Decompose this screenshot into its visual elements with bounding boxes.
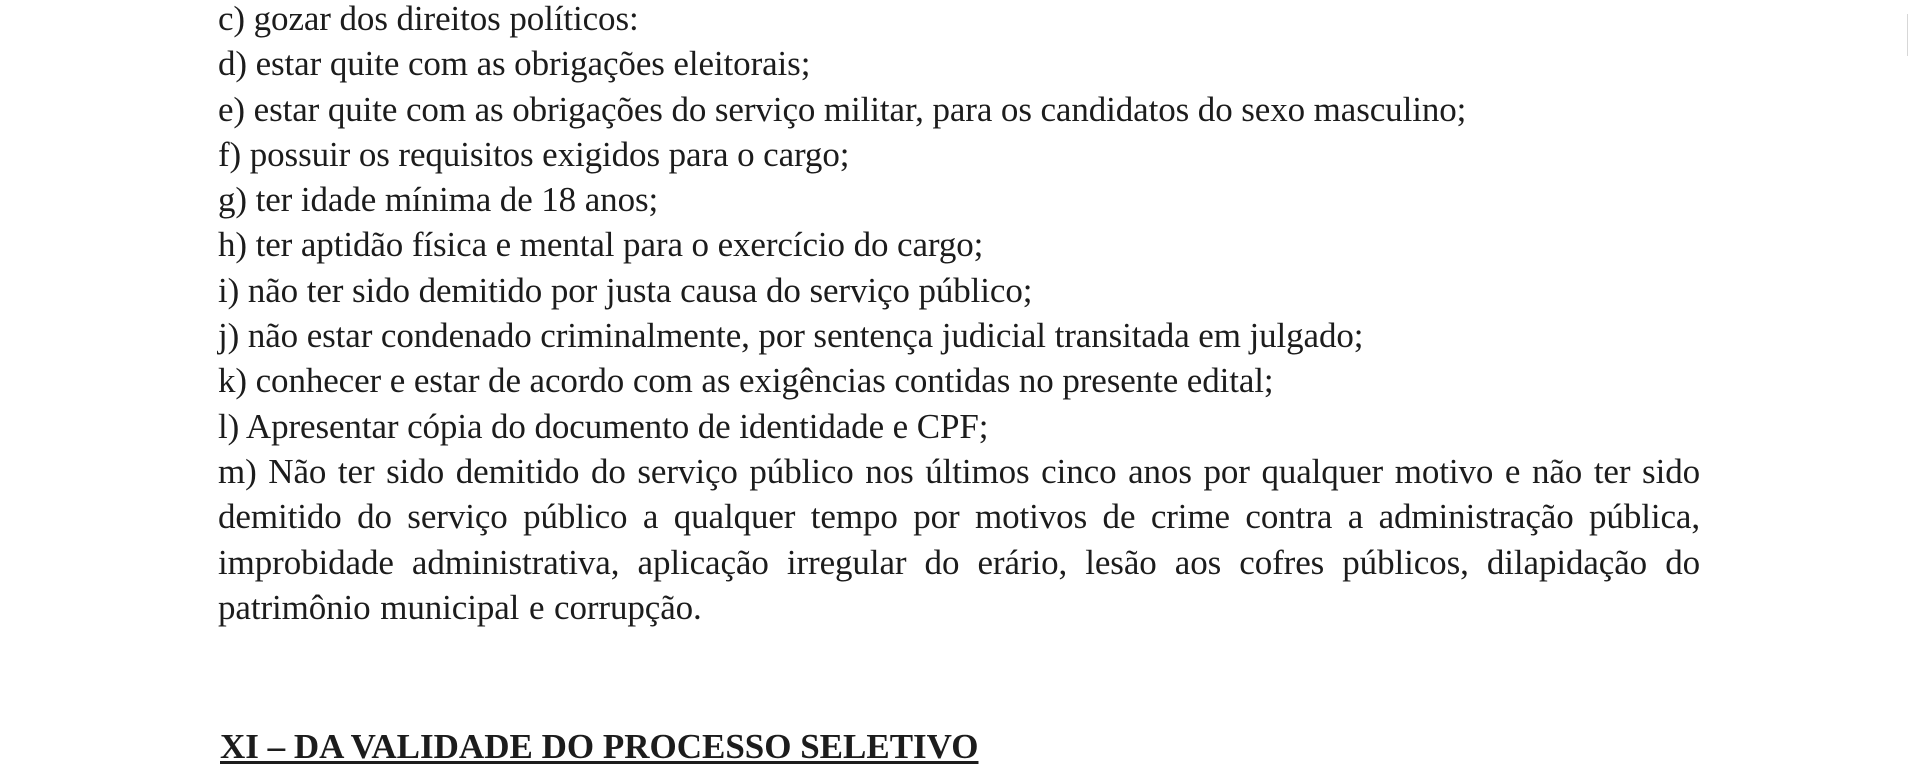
requirement-m: m) Não ter sido demitido do serviço público nos últimos cinco anos por qualquer motivo e não ter sido demitido do serviço público a qualquer tempo por motivos de crime contra a administração pública, improbidade administrativa, aplicação irregular do erário, lesão aos cofres públicos, dilapidação do patrimônio municipal e corrupção. bbox=[218, 451, 1700, 627]
requirement-l: l) Apresentar cópia do documento de identidade e CPF; bbox=[218, 406, 989, 446]
requirement-i: i) não ter sido demitido por justa causa do serviço público; bbox=[218, 270, 1033, 310]
requirement-h: h) ter aptidão física e mental para o exercício do cargo; bbox=[218, 225, 984, 265]
requirement-c: c) gozar dos direitos políticos: bbox=[218, 0, 639, 38]
scan-edge-mark bbox=[1907, 14, 1918, 56]
requirement-j: j) não estar condenado criminalmente, por sentença judicial transitada em julgado; bbox=[218, 316, 1364, 356]
requirement-k: k) conhecer e estar de acordo com as exigências contidas no presente edital; bbox=[218, 361, 1274, 401]
requirement-f: f) possuir os requisitos exigidos para o cargo; bbox=[218, 134, 850, 174]
section-heading: XI – DA VALIDADE DO PROCESSO SELETIVO bbox=[220, 727, 979, 766]
requirement-e: e) estar quite com as obrigações do serviço militar, para os candidatos do sexo masculino; bbox=[218, 89, 1467, 129]
requirements-list bbox=[218, 0, 1700, 630]
requirement-d: d) estar quite com as obrigações eleitorais; bbox=[218, 44, 811, 84]
requirement-g: g) ter idade mínima de 18 anos; bbox=[218, 180, 659, 220]
